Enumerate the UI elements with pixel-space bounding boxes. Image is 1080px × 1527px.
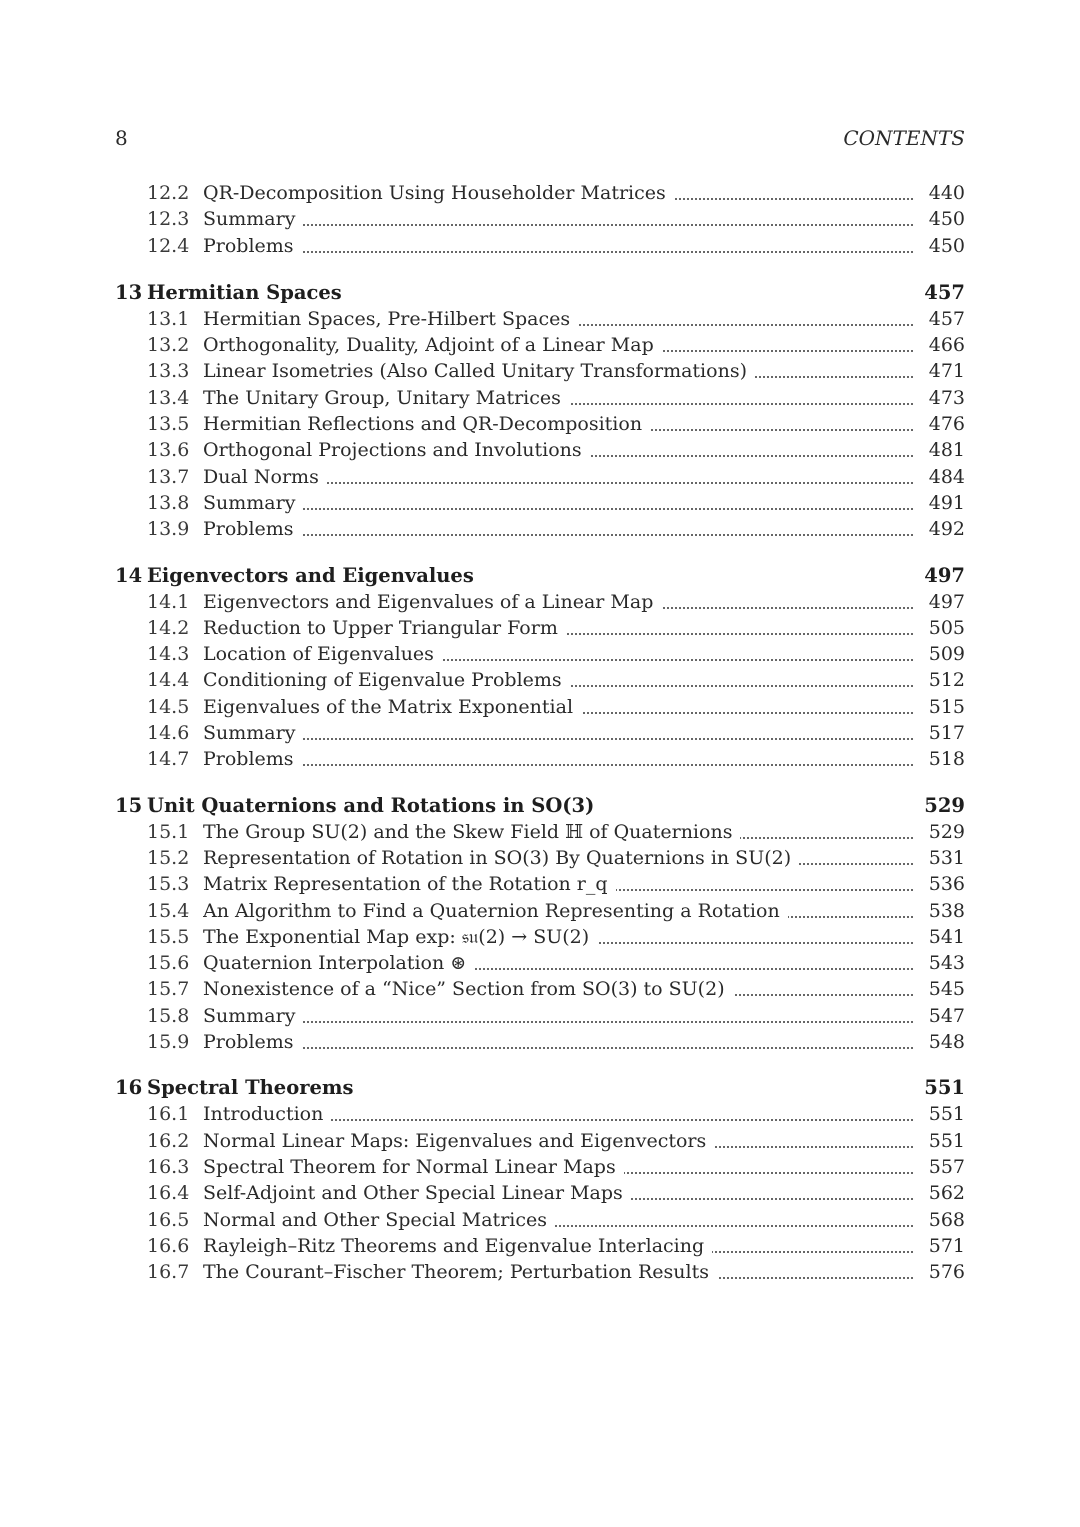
toc-entry[interactable] [115, 182, 965, 208]
section-title: Dual Norms [203, 466, 327, 488]
section-title: Eigenvalues of the Matrix Exponential [203, 696, 581, 718]
section-title-with-leader [203, 591, 913, 613]
section-page-number: 515 [928, 695, 965, 718]
section-number: 15.9 [147, 1031, 190, 1054]
toc-entry[interactable] [115, 847, 965, 873]
section-title-with-leader [203, 873, 913, 895]
section-title: Conditioning of Eigenvalue Problems [203, 669, 570, 691]
dot-leader [203, 764, 913, 766]
toc-entry[interactable] [115, 439, 965, 465]
section-title-with-leader [203, 235, 913, 257]
section-number: 15.6 [147, 952, 190, 975]
section-page-number: 505 [928, 616, 965, 639]
section-number: 15.1 [147, 820, 190, 843]
section-page-number: 571 [928, 1234, 965, 1257]
section-number: 14.2 [147, 616, 190, 639]
section-page-number: 551 [928, 1129, 965, 1152]
toc-entry[interactable] [115, 643, 965, 669]
section-title: QR-Decomposition Using Householder Matrices [203, 182, 674, 204]
toc-entry[interactable] [115, 208, 965, 234]
dot-leader [203, 1021, 913, 1023]
section-page-number: 545 [928, 978, 965, 1001]
section-number: 13.6 [147, 439, 190, 462]
chapter-title: Hermitian Spaces [147, 280, 342, 304]
table-of-contents [115, 182, 965, 1306]
section-number: 15.5 [147, 925, 190, 948]
section-title: The Group SU(2) and the Skew Field ℍ of Quaternions [203, 821, 740, 843]
section-page-number: 440 [928, 182, 965, 204]
section-page-number: 568 [928, 1208, 965, 1231]
section-title-with-leader [203, 952, 913, 974]
toc-entry[interactable] [115, 952, 965, 978]
toc-entry[interactable] [115, 900, 965, 926]
section-number: 16.1 [147, 1103, 190, 1126]
section-page-number: 529 [928, 820, 965, 843]
section-page-number: 457 [928, 307, 965, 330]
section-page-number: 576 [928, 1261, 965, 1284]
section-number: 12.4 [147, 234, 190, 257]
section-page-number: 471 [928, 360, 965, 383]
section-page-number: 481 [928, 439, 965, 462]
toc-entry[interactable] [115, 748, 965, 774]
toc-entry[interactable] [115, 696, 965, 722]
section-title: Spectral Theorem for Normal Linear Maps [203, 1156, 624, 1178]
chapter-heading[interactable] [115, 1076, 965, 1103]
chapter-title: Unit Quaternions and Rotations in SO(3) [147, 793, 595, 817]
chapter-number: 14 [115, 563, 143, 587]
section-title: Self-Adjoint and Other Special Linear Maps [203, 1182, 631, 1204]
toc-entry[interactable] [115, 926, 965, 952]
page-number: 8 [115, 126, 128, 150]
toc-entry[interactable] [115, 1261, 965, 1287]
section-number: 14.7 [147, 748, 190, 771]
section-title-with-leader [203, 308, 913, 330]
section-number: 13.2 [147, 334, 190, 357]
chapter-heading[interactable] [115, 794, 965, 821]
section-page-number: 518 [928, 748, 965, 771]
section-title: Eigenvectors and Eigenvalues of a Linear Map [203, 591, 661, 613]
section-title: An Algorithm to Find a Quaternion Representing a Rotation [203, 900, 788, 922]
section-number: 13.5 [147, 413, 190, 436]
section-number: 16.6 [147, 1234, 190, 1257]
chapter-block [115, 281, 965, 545]
section-title-with-leader [203, 1261, 913, 1283]
section-page-number: 538 [928, 899, 965, 922]
section-page-number: 557 [928, 1155, 965, 1178]
section-page-number: 497 [928, 590, 965, 613]
section-title-with-leader [203, 643, 913, 665]
section-number: 15.4 [147, 899, 190, 922]
section-number: 16.5 [147, 1208, 190, 1231]
chapter-title: Eigenvectors and Eigenvalues [147, 563, 474, 587]
section-title-with-leader [203, 696, 913, 718]
section-page-number: 473 [928, 386, 965, 409]
section-title-with-leader [203, 492, 913, 514]
dot-leader [203, 1047, 913, 1049]
toc-entry[interactable] [115, 722, 965, 748]
section-number: 16.7 [147, 1261, 190, 1284]
running-title: CONTENTS [843, 126, 965, 150]
toc-entry[interactable] [115, 387, 965, 413]
section-number: 13.1 [147, 307, 190, 330]
section-title-with-leader [203, 900, 913, 922]
section-page-number: 531 [928, 846, 965, 869]
chapter-block [115, 1076, 965, 1287]
section-title-with-leader [203, 1209, 913, 1231]
section-number: 13.8 [147, 491, 190, 514]
section-number: 15.8 [147, 1004, 190, 1027]
section-title-with-leader [203, 847, 913, 869]
section-title-with-leader [203, 926, 913, 948]
section-page-number: 543 [928, 952, 965, 975]
section-title-with-leader [203, 748, 913, 770]
section-title: Reduction to Upper Triangular Form [203, 617, 566, 639]
section-page-number: 548 [928, 1031, 965, 1054]
toc-entry[interactable] [115, 360, 965, 386]
section-page-number: 491 [928, 491, 965, 514]
toc-entry[interactable] [115, 413, 965, 439]
section-page-number: 466 [928, 334, 965, 357]
dot-leader [203, 508, 913, 510]
document-page [115, 124, 965, 1284]
section-title: Problems [203, 235, 302, 257]
section-title: Matrix Representation of the Rotation r_q [203, 873, 616, 895]
toc-entry[interactable] [115, 308, 965, 334]
chapter-title: Spectral Theorems [147, 1076, 354, 1100]
section-title: The Courant–Fischer Theorem; Perturbation Results [203, 1261, 717, 1283]
section-number: 16.4 [147, 1182, 190, 1205]
section-title: Location of Eigenvalues [203, 643, 442, 665]
chapter-number: 16 [115, 1076, 143, 1100]
section-number: 15.7 [147, 978, 190, 1001]
toc-entry[interactable] [115, 235, 965, 261]
chapter-page-number: 457 [924, 280, 965, 304]
chapter-number: 15 [115, 793, 143, 817]
toc-entry[interactable] [115, 1103, 965, 1129]
dot-leader [203, 534, 913, 536]
section-number: 12.2 [147, 182, 190, 204]
section-title: Hermitian Reflections and QR-Decomposition [203, 413, 650, 435]
section-title-with-leader [203, 1235, 913, 1257]
section-title: The Exponential Map exp: 𝔰𝔲(2) → SU(2) [203, 926, 597, 948]
chapter-page-number: 551 [924, 1076, 965, 1100]
toc-entry[interactable] [115, 1182, 965, 1208]
toc-entry[interactable] [115, 492, 965, 518]
section-title-with-leader [203, 1182, 913, 1204]
toc-entry[interactable] [115, 518, 965, 544]
section-title-with-leader [203, 821, 913, 843]
section-page-number: 509 [928, 643, 965, 666]
section-page-number: 492 [928, 518, 965, 541]
chapter-page-number: 497 [924, 563, 965, 587]
section-title: Normal Linear Maps: Eigenvalues and Eigenvectors [203, 1130, 714, 1152]
section-title-with-leader [203, 518, 913, 540]
section-title: Summary [203, 208, 303, 230]
section-number: 16.3 [147, 1155, 190, 1178]
section-page-number: 551 [928, 1103, 965, 1126]
section-number: 15.2 [147, 846, 190, 869]
section-title: Problems [203, 1031, 302, 1053]
section-page-number: 547 [928, 1004, 965, 1027]
toc-entry[interactable] [115, 591, 965, 617]
toc-entry[interactable] [115, 466, 965, 492]
section-number: 14.3 [147, 643, 190, 666]
chapter-block [115, 564, 965, 775]
section-title-with-leader [203, 1103, 913, 1125]
toc-entry[interactable] [115, 978, 965, 1004]
toc-entry[interactable] [115, 1130, 965, 1156]
section-title-with-leader [203, 439, 913, 461]
section-number: 14.5 [147, 695, 190, 718]
section-title: Summary [203, 1005, 303, 1027]
section-title: Introduction [203, 1103, 331, 1125]
section-title-with-leader [203, 669, 913, 691]
section-title: Summary [203, 722, 303, 744]
section-title-with-leader [203, 1005, 913, 1027]
section-title: Linear Isometries (Also Called Unitary Transformations) [203, 360, 755, 382]
section-page-number: 450 [928, 234, 965, 257]
section-title: The Unitary Group, Unitary Matrices [203, 387, 569, 409]
section-number: 14.4 [147, 669, 190, 692]
section-title: Rayleigh–Ritz Theorems and Eigenvalue Interlacing [203, 1235, 712, 1257]
section-title: Orthogonality, Duality, Adjoint of a Linear Map [203, 334, 662, 356]
toc-entry[interactable] [115, 1235, 965, 1261]
section-title-with-leader [203, 1031, 913, 1053]
section-title: Representation of Rotation in SO(3) By Quaternions in SU(2) [203, 847, 799, 869]
section-number: 16.2 [147, 1129, 190, 1152]
section-page-number: 562 [928, 1182, 965, 1205]
running-head [115, 124, 965, 154]
toc-entry[interactable] [115, 821, 965, 847]
dot-leader [203, 251, 913, 253]
section-page-number: 450 [928, 208, 965, 231]
section-page-number: 484 [928, 465, 965, 488]
section-title: Normal and Other Special Matrices [203, 1209, 555, 1231]
section-title-with-leader [203, 334, 913, 356]
section-number: 13.4 [147, 386, 190, 409]
toc-entry[interactable] [115, 1156, 965, 1182]
section-number: 13.7 [147, 465, 190, 488]
section-title-with-leader [203, 617, 913, 639]
section-page-number: 476 [928, 413, 965, 436]
section-title-with-leader [203, 387, 913, 409]
section-number: 14.1 [147, 590, 190, 613]
section-title: Orthogonal Projections and Involutions [203, 439, 590, 461]
section-number: 12.3 [147, 208, 190, 231]
section-title: Summary [203, 492, 303, 514]
section-title: Hermitian Spaces, Pre-Hilbert Spaces [203, 308, 578, 330]
section-title: Quaternion Interpolation ⊛ [203, 952, 474, 974]
section-title-with-leader [203, 182, 913, 204]
section-title-with-leader [203, 413, 913, 435]
section-title-with-leader [203, 208, 913, 230]
toc-entry[interactable] [115, 873, 965, 899]
section-title-with-leader [203, 360, 913, 382]
section-title: Problems [203, 518, 302, 540]
chapter-heading[interactable] [115, 281, 965, 308]
chapter-number: 13 [115, 280, 143, 304]
dot-leader [203, 224, 913, 226]
section-number: 15.3 [147, 873, 190, 896]
toc-entry[interactable] [115, 1031, 965, 1057]
dot-leader [203, 738, 913, 740]
section-page-number: 517 [928, 722, 965, 745]
section-title-with-leader [203, 978, 913, 1000]
section-number: 13.3 [147, 360, 190, 383]
section-title-with-leader [203, 466, 913, 488]
section-title-with-leader [203, 1156, 913, 1178]
toc-entry[interactable] [115, 1209, 965, 1235]
toc-entry[interactable] [115, 1005, 965, 1031]
toc-entry[interactable] [115, 669, 965, 695]
continued-chapter-block [115, 182, 965, 261]
section-page-number: 536 [928, 873, 965, 896]
chapter-block [115, 794, 965, 1058]
section-page-number: 541 [928, 925, 965, 948]
toc-entry[interactable] [115, 334, 965, 360]
chapter-page-number: 529 [924, 793, 965, 817]
section-title-with-leader [203, 722, 913, 744]
section-title-with-leader [203, 1130, 913, 1152]
section-title: Problems [203, 748, 302, 770]
section-number: 13.9 [147, 518, 190, 541]
chapter-heading[interactable] [115, 564, 965, 591]
toc-entry[interactable] [115, 617, 965, 643]
section-number: 14.6 [147, 722, 190, 745]
section-title: Nonexistence of a “Nice” Section from SO(3) to SU(2) [203, 978, 733, 1000]
section-page-number: 512 [928, 669, 965, 692]
